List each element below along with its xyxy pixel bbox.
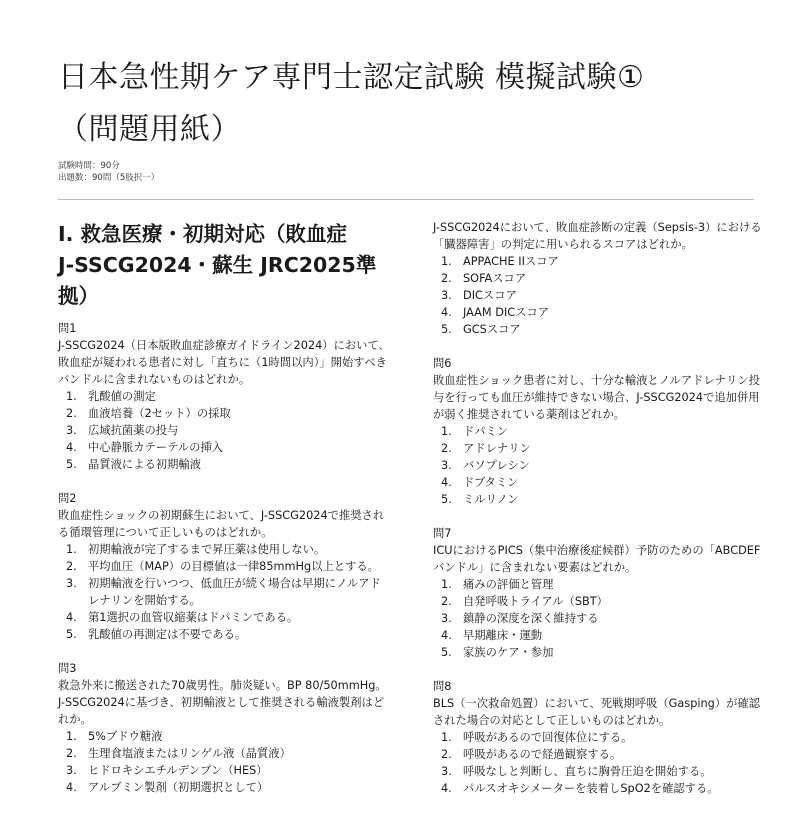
choice-number: 3. xyxy=(66,764,77,777)
choice-item xyxy=(58,541,390,558)
choice-number: 1. xyxy=(66,543,77,556)
choice-list xyxy=(433,423,763,508)
choice-item xyxy=(58,626,390,643)
choice-text: SOFAスコア xyxy=(463,272,527,285)
choice-number: 3. xyxy=(66,577,77,590)
section-title-line-3: 拠） xyxy=(58,284,99,308)
header-divider xyxy=(58,199,754,200)
question-block xyxy=(433,525,763,661)
question-block xyxy=(58,320,390,473)
choice-text: 第1選択の血管収縮薬はドパミンである。 xyxy=(88,611,299,624)
choice-text: 血液培養（2セット）の採取 xyxy=(88,407,231,420)
choice-item xyxy=(58,609,390,626)
exam-meta xyxy=(58,160,159,184)
choice-text: 晶質液による初期輸液 xyxy=(88,458,201,471)
choice-number: 4. xyxy=(441,782,452,795)
choice-number: 1. xyxy=(441,731,452,744)
choice-item xyxy=(58,728,390,745)
question-count: 出題数：90問（5肢択一） xyxy=(58,173,160,183)
question-text: 敗血症性ショックの初期蘇生において、J-SSCG2024で推奨される循環管理について正しいものはどれか。 xyxy=(58,509,385,539)
choice-item xyxy=(58,575,390,609)
section-title xyxy=(58,219,390,312)
left-column xyxy=(58,215,390,813)
choice-number: 2. xyxy=(66,560,77,573)
choice-item xyxy=(433,610,763,627)
choice-text: 平均血圧（MAP）の目標値は一律85mmHg以上とする。 xyxy=(88,560,379,573)
choice-text: APPACHE IIスコア xyxy=(463,255,559,268)
question-text: 敗血症性ショック患者に対し、十分な輸液とノルアドレナリン投与を行っても血圧が維持できない場合、J-SSCG2024で追加併用が弱く推奨されている薬剤はどれか。 xyxy=(433,374,760,421)
choice-text: ドブタミン xyxy=(463,476,519,489)
choice-text: 家族のケア・参加 xyxy=(463,646,554,659)
choice-number: 1. xyxy=(66,390,77,403)
choice-number: 3. xyxy=(441,612,452,625)
choice-item xyxy=(433,304,763,321)
title-line-1: 日本急性期ケア専門士認定試験 模擬試験① xyxy=(58,60,645,95)
choice-item xyxy=(433,593,763,610)
right-question-list xyxy=(433,219,763,797)
choice-item xyxy=(433,780,763,797)
choice-number: 4. xyxy=(66,441,77,454)
choice-text: 広域抗菌薬の投与 xyxy=(88,424,179,437)
choice-number: 5. xyxy=(66,628,77,641)
choice-text: 初期輸液を行いつつ、低血圧が続く場合は早期にノルアドレナリンを開始する。 xyxy=(88,577,381,607)
choice-text: JAAM DICスコア xyxy=(463,306,550,319)
question-text: ICUにおけるPICS（集中治療後症候群）予防のための「ABCDEFバンドル」に含まれない要素はどれか。 xyxy=(433,544,761,574)
choice-item xyxy=(58,388,390,405)
choice-text: アルブミン製剤（初期選択として） xyxy=(88,781,269,794)
choice-item xyxy=(433,474,763,491)
choice-item xyxy=(433,270,763,287)
choice-number: 4. xyxy=(441,476,452,489)
choice-text: 痛みの評価と管理 xyxy=(463,578,554,591)
choice-number: 3. xyxy=(441,459,452,472)
choice-item xyxy=(433,287,763,304)
choice-text: 初期輸液が完了するまで昇圧薬は使用しない。 xyxy=(88,543,326,556)
exam-time: 試験時間：90分 xyxy=(58,161,120,171)
choice-text: DICスコア xyxy=(463,289,517,302)
choice-number: 4. xyxy=(66,781,77,794)
question-text: J-SSCG2024（日本版敗血症診療ガイドライン2024）において、敗血症が疑われる患者に対し「直ちに（1時間以内）」開始すべきバンドルに含まれないものはどれか。 xyxy=(58,339,390,386)
choice-number: 5. xyxy=(441,646,452,659)
choice-list xyxy=(433,729,763,797)
question-block xyxy=(58,660,390,796)
choice-number: 2. xyxy=(441,748,452,761)
choice-text: 生理食塩液またはリンゲル液（晶質液） xyxy=(88,747,291,760)
question-block xyxy=(58,490,390,643)
choice-text: GCSスコア xyxy=(463,323,521,336)
choice-number: 1. xyxy=(441,425,452,438)
choice-number: 2. xyxy=(441,272,452,285)
choice-text: 呼吸があるので経過観察する。 xyxy=(463,748,622,761)
page-title xyxy=(58,52,758,156)
choice-list xyxy=(433,253,763,338)
choice-number: 3. xyxy=(441,289,452,302)
choice-item xyxy=(58,456,390,473)
choice-list xyxy=(58,728,390,796)
choice-number: 5. xyxy=(441,493,452,506)
choice-list xyxy=(58,541,390,643)
choice-item xyxy=(433,491,763,508)
choice-number: 2. xyxy=(441,442,452,455)
choice-number: 2. xyxy=(441,595,452,608)
choice-text: 早期離床・運動 xyxy=(463,629,543,642)
choice-item xyxy=(58,779,390,796)
right-column xyxy=(433,219,763,814)
question-block xyxy=(433,219,763,338)
choice-item xyxy=(58,762,390,779)
choice-item xyxy=(58,422,390,439)
question-number: 問7 xyxy=(433,527,452,540)
choice-text: 呼吸なしと判断し、直ちに胸骨圧迫を開始する。 xyxy=(463,765,712,778)
choice-item xyxy=(433,423,763,440)
choice-text: 中心静脈カテーテルの挿入 xyxy=(88,441,223,454)
choice-number: 5. xyxy=(66,458,77,471)
title-line-2: （問題用紙） xyxy=(58,112,241,147)
choice-text: 乳酸値の測定 xyxy=(88,390,156,403)
choice-item xyxy=(433,253,763,270)
choice-number: 3. xyxy=(441,765,452,778)
choice-item xyxy=(58,745,390,762)
choice-number: 1. xyxy=(66,730,77,743)
question-block xyxy=(433,678,763,797)
choice-text: 乳酸値の再測定は不要である。 xyxy=(88,628,247,641)
choice-item xyxy=(433,729,763,746)
section-title-line-2: J-SSCG2024・蘇生 JRC2025準 xyxy=(58,253,377,277)
question-number: 問1 xyxy=(58,322,77,335)
left-question-list xyxy=(58,320,390,796)
choice-item xyxy=(433,627,763,644)
choice-list xyxy=(433,576,763,661)
choice-number: 4. xyxy=(441,306,452,319)
choice-item xyxy=(58,405,390,422)
choice-text: ドパミン xyxy=(463,425,508,438)
choice-item xyxy=(433,746,763,763)
choice-item xyxy=(433,644,763,661)
choice-item xyxy=(58,439,390,456)
choice-item xyxy=(433,763,763,780)
choice-item xyxy=(433,457,763,474)
choice-text: ヒドロキシエチルデンプン（HES） xyxy=(88,764,268,777)
choice-text: アドレナリン xyxy=(463,442,531,455)
choice-number: 1. xyxy=(441,255,452,268)
choice-item xyxy=(433,440,763,457)
question-number: 問6 xyxy=(433,357,452,370)
choice-item xyxy=(433,321,763,338)
question-text: J-SSCG2024において、敗血症診断の定義（Sepsis-3）における「臓器障害」の判定に用いられるスコアはどれか。 xyxy=(433,221,762,251)
choice-text: ミルリノン xyxy=(463,493,519,506)
choice-item xyxy=(58,558,390,575)
choice-number: 5. xyxy=(441,323,452,336)
choice-text: バソプレシン xyxy=(463,459,530,472)
choice-text: 鎮静の深度を深く維持する xyxy=(463,612,599,625)
choice-list xyxy=(58,388,390,473)
choice-number: 4. xyxy=(66,611,77,624)
section-title-line-1: I. 救急医療・初期対応（敗血症 xyxy=(58,222,348,246)
choice-number: 2. xyxy=(66,407,77,420)
question-text: BLS（一次救命処置）において、死戦期呼吸（Gasping）が確認された場合の対応として正しいものはどれか。 xyxy=(433,697,761,727)
choice-text: パルスオキシメーターを装着しSpO2を確認する。 xyxy=(463,782,719,795)
choice-number: 3. xyxy=(66,424,77,437)
choice-number: 1. xyxy=(441,578,452,591)
question-text: 救急外来に搬送された70歳男性。肺炎疑い。BP 80/50mmHg。J-SSCG2024に基づき、初期輸液として推奨される輸液製剤はどれか。 xyxy=(58,679,387,726)
question-number: 問2 xyxy=(58,492,77,505)
choice-number: 4. xyxy=(441,629,452,642)
choice-item xyxy=(433,576,763,593)
question-block xyxy=(433,355,763,508)
choice-text: 自発呼吸トライアル（SBT） xyxy=(463,595,608,608)
choice-text: 5%ブドウ糖液 xyxy=(88,730,163,743)
choice-number: 2. xyxy=(66,747,77,760)
question-number: 問8 xyxy=(433,680,452,693)
choice-text: 呼吸があるので回復体位にする。 xyxy=(463,731,633,744)
question-number: 問3 xyxy=(58,662,77,675)
